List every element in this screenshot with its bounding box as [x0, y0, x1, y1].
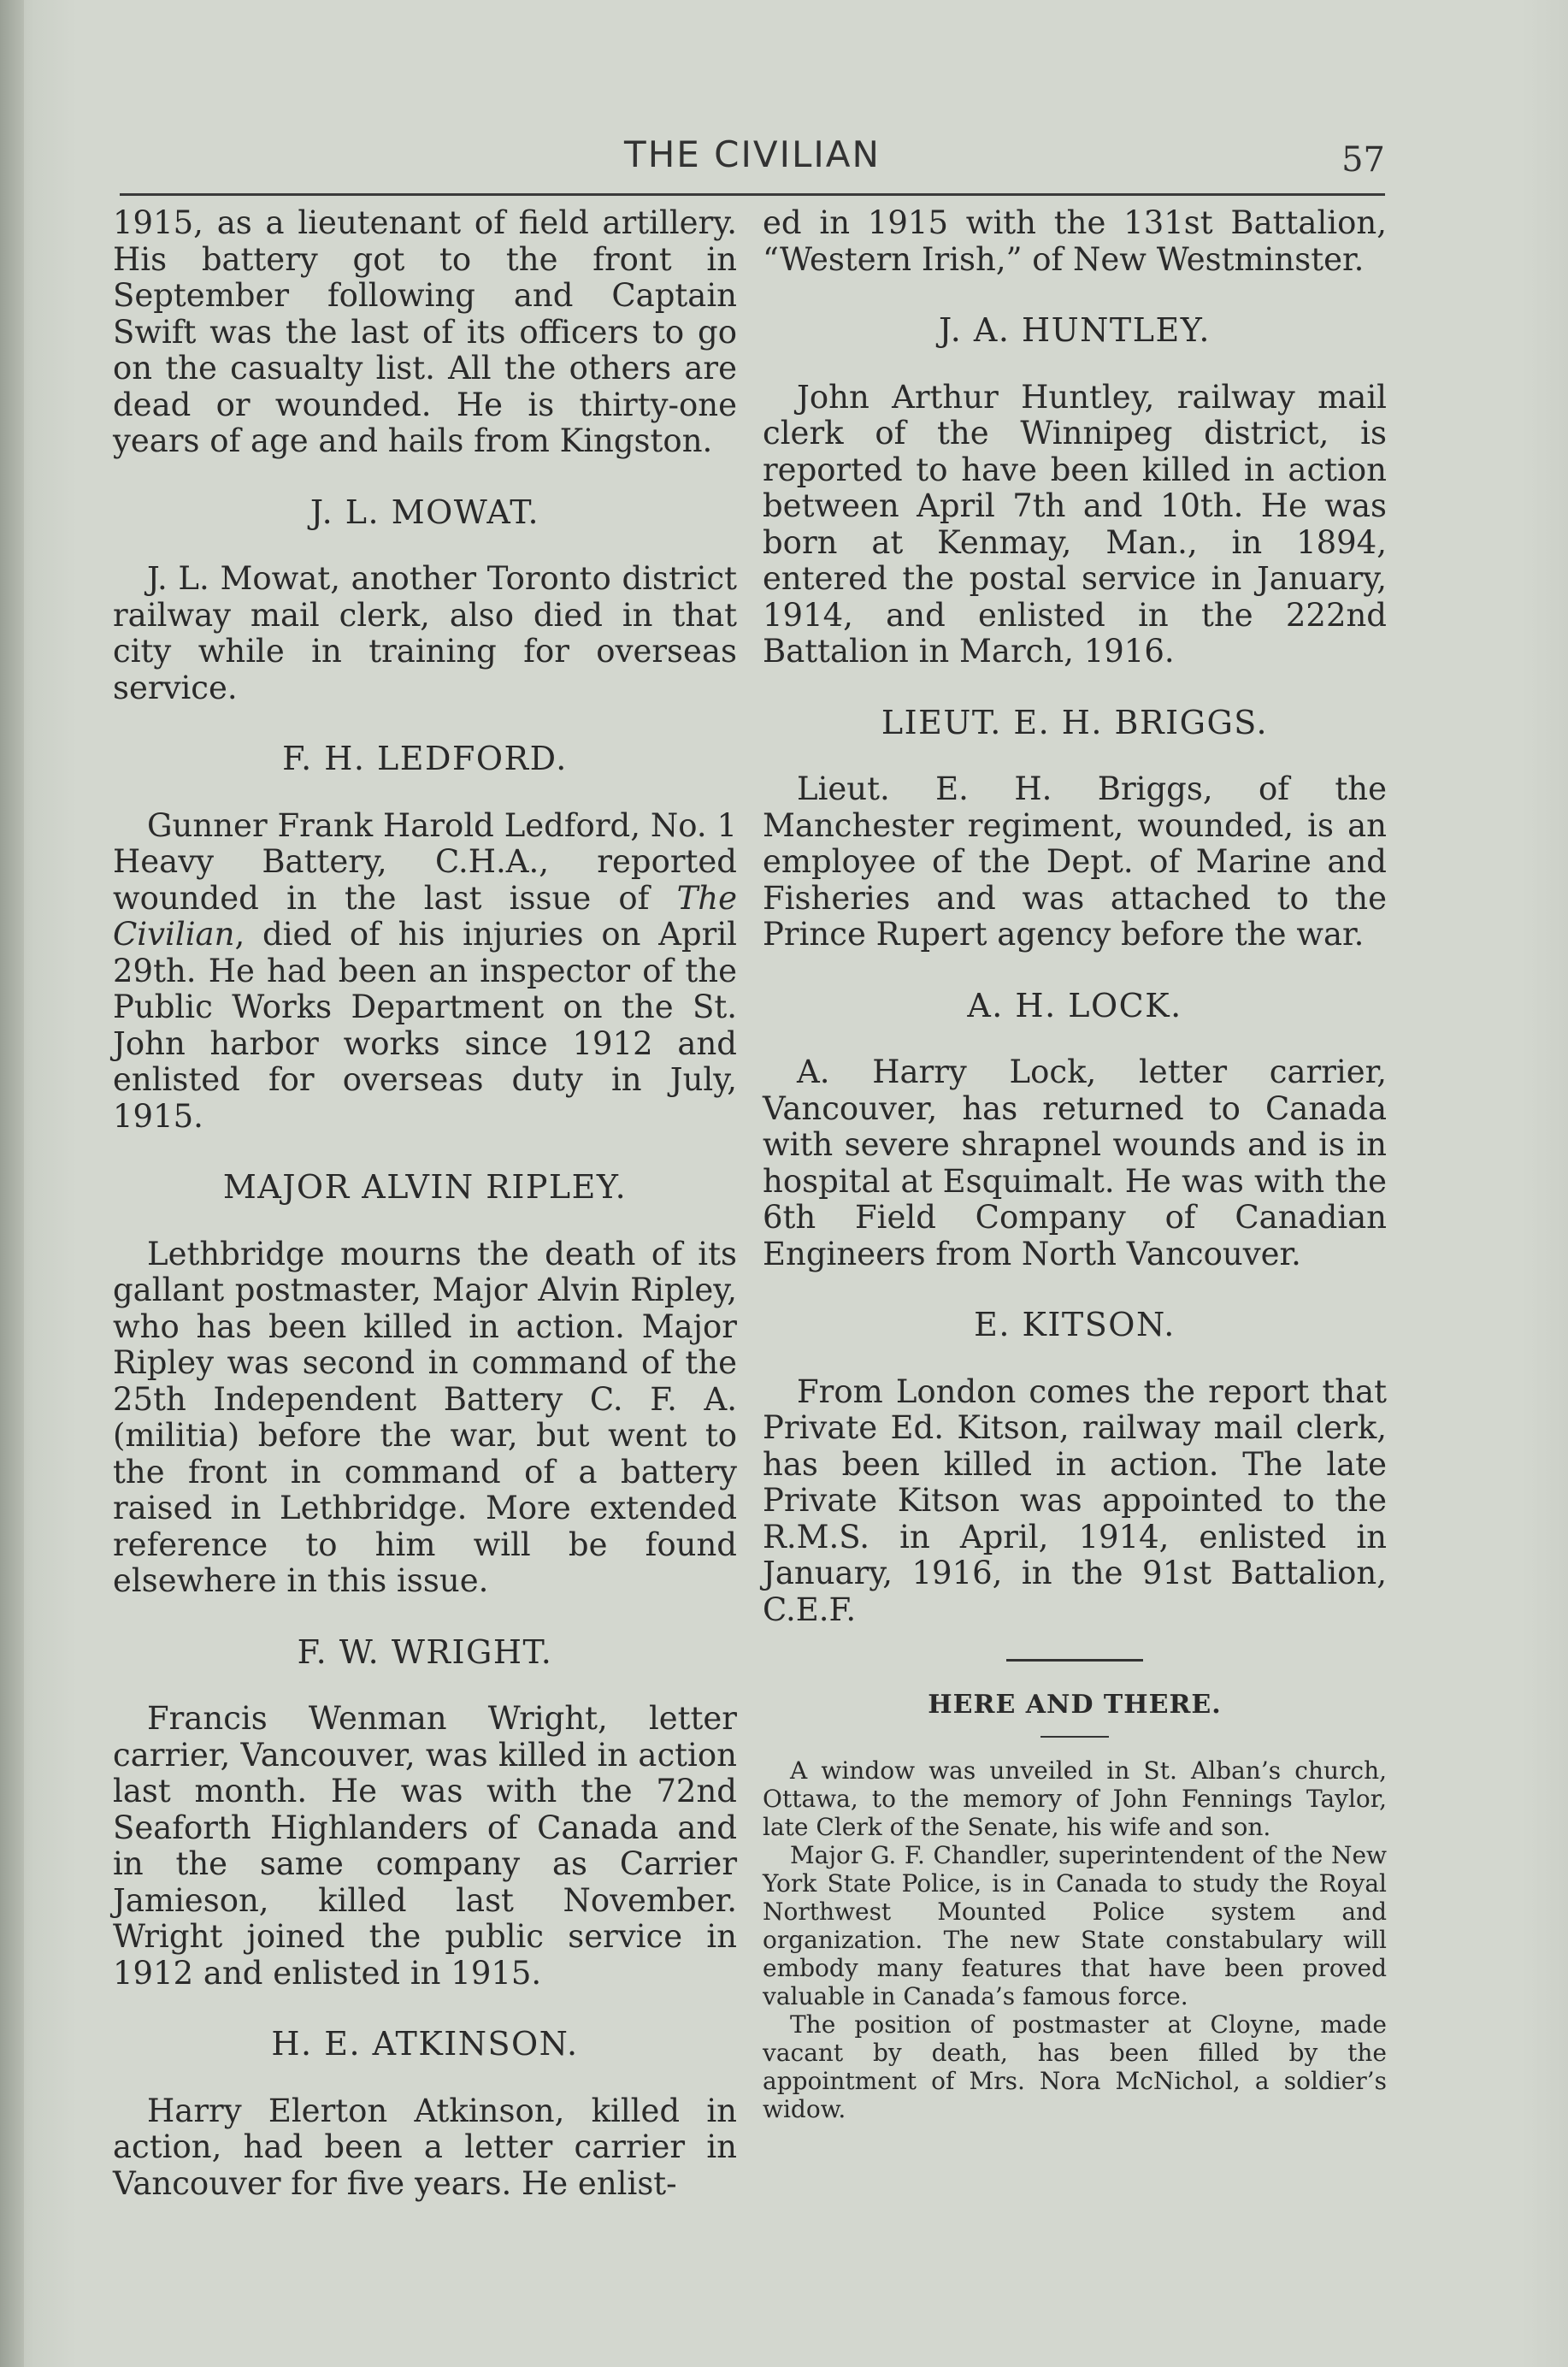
heading-briggs: LIEUT. E. H. BRIGGS. [881, 703, 1269, 741]
heading-ledford: F. H. LEDFORD. [282, 740, 568, 777]
page-header [120, 128, 1385, 197]
ledford-text-a: Gunner Frank Harold Ledford, No. 1 Heavy Battery, C.H.A., reported wounded in the last issue of [113, 806, 737, 917]
paragraph-briggs: Lieut. E. H. Briggs, of the Manchester regiment, wounded, is an employee of the Dept. of Marine and Fisheries and was attached to the Prince Rupert agency before the war. [763, 770, 1387, 953]
right-column [763, 205, 1387, 2123]
paragraph-atkinson: Harry Elerton Atkinson, killed in action, had been a letter carrier in Vancouver for five years. He enlist- [113, 2092, 737, 2202]
paragraph-huntley: John Arthur Huntley, railway mail clerk of the Winnipeg district, is reported to have been killed in action between April 7th and 10th. He was born at Kenmay, Man., in 1894, entered the postal service in January, 1914, and enlisted in the 222nd Battalion in March, 1916. [763, 378, 1387, 670]
paragraph-here-1: A window was unveiled in St. Alban’s church, Ottawa, to the memory of John Fennings Taylor, late Clerk of the Senate, his wife and son. [763, 1756, 1387, 1841]
heading-ripley: MAJOR ALVIN RIPLEY. [222, 1168, 628, 1206]
heading-huntley: J. A. HUNTLEY. [938, 311, 1211, 349]
heading-mowat: J. L. MOWAT. [309, 493, 540, 531]
heading-lock: A. H. LOCK. [967, 986, 1182, 1024]
paragraph-wright: Francis Wenman Wright, letter carrier, Vancouver, was killed in action last month. He was with the 72nd Seaforth Highlanders of Canada and in the same company as Carrier Jamieson, killed last November. Wright joined the public service in 1912 and enlisted in 1915. [113, 1700, 737, 1992]
page-number: 57 [1341, 140, 1385, 180]
heading-kitson: E. KITSON. [974, 1306, 1176, 1343]
page-binding-edge [0, 0, 24, 2367]
paragraph-here-2: Major G. F. Chandler, superintendent of the New York State Police, is in Canada to study the Royal Northwest Mounted Police system and organization. The new State constabulary will embody many features that have been proved valuable in Canada’s famous force. [763, 1840, 1387, 2010]
header-rule [120, 193, 1385, 196]
heading-atkinson: H. E. ATKINSON. [271, 2025, 579, 2063]
paragraph-ledford [113, 808, 737, 1136]
continued-paragraph: 1915, as a lieutenant of field artillery. His battery got to the front in September following and Captain Swift was the last of its officers to go on the casualty list. All the others are dead or wounded. He is thirty-one years of age and hails from Kingston. [113, 204, 737, 459]
publication-title: The Civilian [113, 879, 737, 953]
heading-wright: F. W. WRIGHT. [297, 1632, 553, 1671]
heading-here-and-there: HERE AND THERE. [928, 1690, 1222, 1720]
section-divider [1006, 1659, 1143, 1662]
left-column [113, 205, 737, 2202]
paragraph-lock: A. Harry Lock, letter carrier, Vancouver, has returned to Canada with severe shrapnel wounds and is in hospital at Esquimalt. He was with the 6th Field Company of Canadian Engineers from North Vancouver. [763, 1054, 1387, 1272]
small-divider [1040, 1736, 1109, 1738]
paragraph-here-3: The position of postmaster at Cloyne, made vacant by death, has been filled by the appointment of Mrs. Nora McNichol, a soldier’s widow. [763, 2010, 1387, 2123]
paragraph-ripley: Lethbridge mourns the death of its gallant postmaster, Major Alvin Ripley, who has been killed in action. Major Ripley was second in command of the 25th Independent Battery C. F. A. (militia) before the war, but went to the front in command of a battery raised in Lethbridge. More extended reference to him will be found elsewhere in this issue. [113, 1235, 737, 1599]
ledford-text-b: , died of his injuries on April 29th. He had been an inspector of the Public Works Department on the St. John harbor works since 1912 and enlisted for overseas duty in July, 1915. [113, 916, 737, 1135]
continued-paragraph-right: ed in 1915 with the 131st Battalion, “Western Irish,” of New Westminster. [763, 204, 1387, 278]
here-and-there-section [763, 1756, 1387, 2123]
running-title: THE CIVILIAN [624, 133, 881, 175]
paragraph-kitson: From London comes the report that Private Ed. Kitson, railway mail clerk, has been killed in action. The late Private Kitson was appointed to the R.M.S. in April, 1914, enlisted in January, 1916, in the 91st Battalion, C.E.F. [763, 1372, 1387, 1628]
paragraph-mowat: J. L. Mowat, another Toronto district railway mail clerk, also died in that city while in training for overseas service. [113, 560, 737, 706]
